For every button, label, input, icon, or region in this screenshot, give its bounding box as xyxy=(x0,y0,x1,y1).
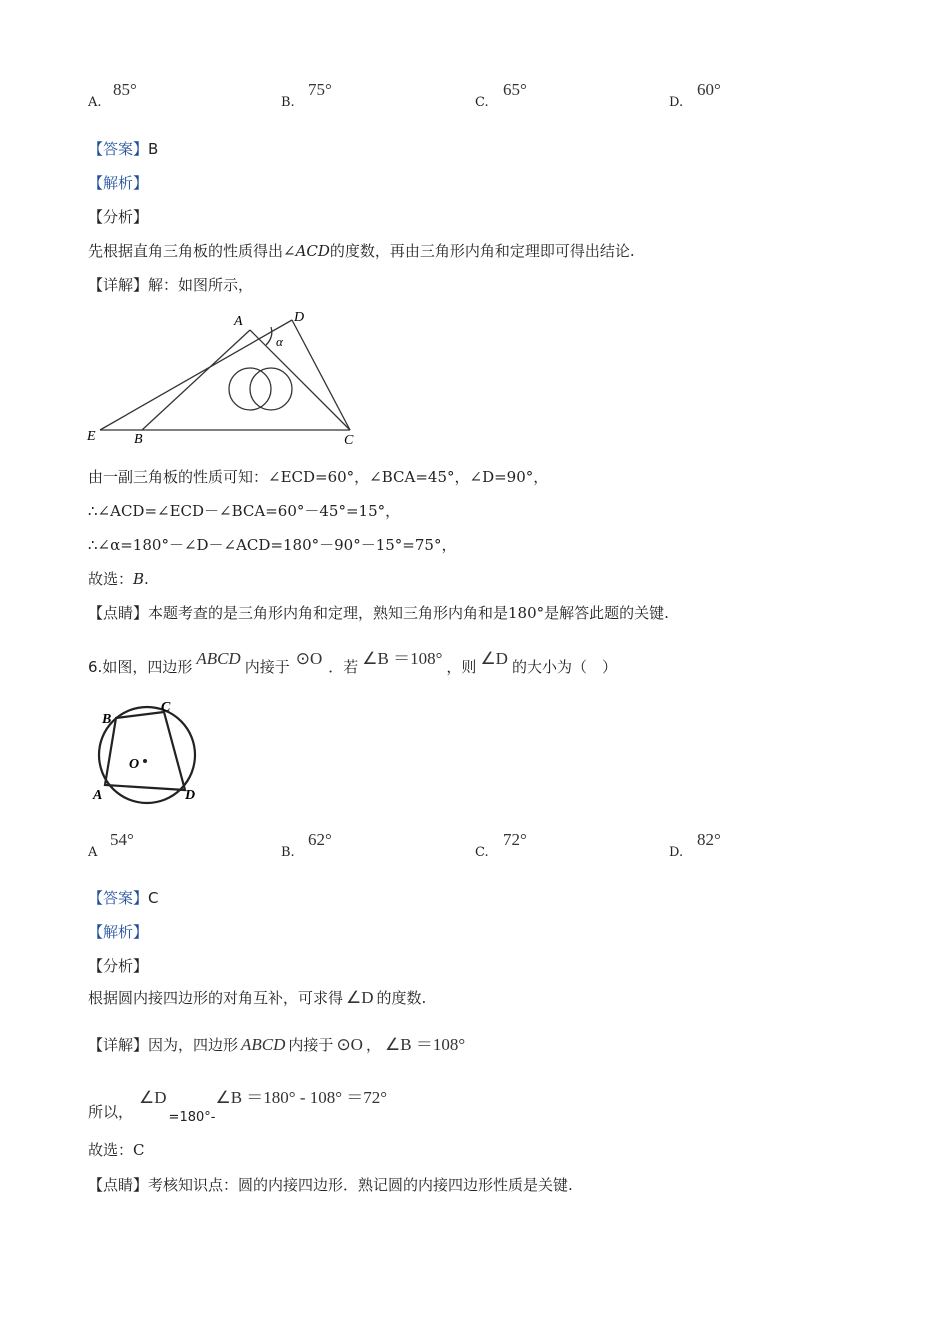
xiangjie-angle-b: ∠B ＝108° xyxy=(384,1035,466,1054)
q6-fenxi-text xyxy=(88,988,426,1008)
q5-option-c-label: C. xyxy=(475,95,489,110)
q5-option-b-label: B. xyxy=(281,95,295,110)
fenxi-text-a: 根据圆内接四边形的对角互补，可求得 xyxy=(88,989,344,1007)
q5-option-d-value: 60° xyxy=(697,80,721,99)
q5-dianjing xyxy=(88,603,669,623)
xiangjie-line xyxy=(88,275,253,295)
alpha-arc xyxy=(266,327,272,345)
jiexi-tag: 【解析】 xyxy=(88,174,149,192)
q6-stem-c: ．若 xyxy=(328,658,359,676)
label-c: C xyxy=(161,700,171,715)
xiangjie-tag: 【详解】 xyxy=(88,1036,149,1054)
dianjing-tag: 【点睛】 xyxy=(88,1176,149,1194)
label-b: B xyxy=(102,712,112,727)
dianjing-tag: 【点睛】 xyxy=(88,604,149,622)
center-dot xyxy=(143,759,147,763)
q5-option-c-value: 65° xyxy=(503,80,527,99)
dianjing-text: 本题考查的是三角形内角和定理，熟知三角形内角和是180°是解答此题的关键. xyxy=(148,604,669,622)
q6-dianjing xyxy=(88,1175,573,1195)
q6-angle-b: ∠B ＝108° xyxy=(362,649,443,668)
answer-tag: 【答案】 xyxy=(88,889,149,907)
xiangjie-b: 内接于 xyxy=(288,1036,334,1054)
step1: 由一副三角板的性质可知：∠ECD=60°，∠BCA=45°，∠D=90°， xyxy=(88,468,549,486)
q6-option-d-label: D. xyxy=(669,845,684,860)
q6-circle-figure xyxy=(88,698,213,808)
fenxi-text xyxy=(88,241,635,261)
quad-abcd xyxy=(105,712,185,790)
fenxi-text-c: 的度数，再由三角形内角和定理即可得出结论. xyxy=(329,242,635,260)
label-alpha: α xyxy=(276,334,283,349)
q6-quad: ABCD xyxy=(196,649,241,668)
gu-xuan-answer: B xyxy=(133,570,145,588)
xiangjie-c: ， xyxy=(365,1036,381,1054)
fenxi-tag: 【分析】 xyxy=(88,208,149,226)
q6-option-b-label: B. xyxy=(281,845,295,860)
q6-stem-d: ，则 xyxy=(446,658,477,676)
q5-option-a-value: 85° xyxy=(113,80,137,99)
fenxi-angle-d: ∠D xyxy=(346,988,374,1007)
q5-option-a-label: A. xyxy=(88,95,102,110)
label-a: A xyxy=(234,314,243,329)
line-ac xyxy=(250,330,350,430)
fenxi-tag: 【分析】 xyxy=(88,957,149,975)
q6-stem xyxy=(88,638,617,680)
xiangjie-circle: ⊙O xyxy=(336,1035,363,1054)
q6-gu-xuan: 故选：C xyxy=(88,1141,145,1159)
label-a: A xyxy=(93,788,103,803)
gu-xuan-text: 故选： xyxy=(88,570,134,588)
q6-option-c-value: 72° xyxy=(503,830,527,849)
q6-stem-b: 内接于 xyxy=(244,658,290,676)
q5-option-d-label: D. xyxy=(669,95,684,110)
label-d: D xyxy=(294,310,305,325)
q6-option-a-value: 54° xyxy=(110,830,134,849)
line-dc xyxy=(292,320,350,430)
suoyi-mid: =180°- xyxy=(168,1110,216,1125)
label-d: D xyxy=(185,788,196,803)
xiangjie-tag: 【详解】 xyxy=(88,276,149,294)
suoyi-angle-d: ∠D xyxy=(139,1088,167,1107)
answer-tag: 【答案】 xyxy=(88,140,149,158)
q6-stem-a: 如图，四边形 xyxy=(102,658,193,676)
jiexi-tag: 【解析】 xyxy=(88,923,149,941)
line-ba xyxy=(142,330,250,430)
q6-option-c-label: C. xyxy=(475,845,489,860)
q5-triangle-figure xyxy=(82,305,372,455)
q6-option-b-value: 62° xyxy=(308,830,332,849)
label-e: E xyxy=(87,429,96,444)
line-ed xyxy=(100,320,292,430)
q6-xiangjie xyxy=(88,1035,465,1055)
q6-circle: ⊙O xyxy=(295,649,323,668)
suoyi-expr: ∠B ＝180° - 108° ＝72° xyxy=(215,1088,388,1107)
suoyi-text: 所以， xyxy=(88,1103,134,1121)
q6-angle-d: ∠D xyxy=(480,649,508,668)
xiangjie-a: 因为，四边形 xyxy=(148,1036,239,1054)
xiangjie-text: 解：如图所示， xyxy=(148,276,254,294)
q5-gu-xuan: 故选：B. xyxy=(88,570,149,588)
answer-value: C xyxy=(148,889,159,907)
dianjing-text: 考核知识点：圆的内接四边形．熟记圆的内接四边形性质是关键. xyxy=(148,1176,573,1194)
fenxi-text-b: 的度数. xyxy=(376,989,427,1007)
xiangjie-quad: ABCD xyxy=(241,1035,286,1054)
label-c: C xyxy=(344,433,354,448)
q5-answer-line xyxy=(88,139,158,159)
label-o: O xyxy=(129,757,140,772)
fenxi-text-a: 先根据直角三角板的性质得出∠ xyxy=(88,242,296,260)
answer-value: B xyxy=(148,140,159,158)
step2: ∴∠ACD=∠ECD－∠BCA=60°－45°=15°， xyxy=(88,502,401,520)
step3: ∴∠α=180°－∠D－∠ACD=180°－90°－15°=75°， xyxy=(88,536,457,554)
q6-suoyi xyxy=(88,1078,388,1125)
q6-answer-line xyxy=(88,888,159,908)
fenxi-text-acd: ACD xyxy=(295,242,330,260)
label-b: B xyxy=(134,432,143,447)
q6-number: 6. xyxy=(88,658,103,676)
q6-stem-e: 的大小为（ ） xyxy=(511,658,617,676)
q6-option-a-label: A xyxy=(88,845,98,860)
q6-option-d-value: 82° xyxy=(697,830,721,849)
q5-option-b-value: 75° xyxy=(308,80,332,99)
